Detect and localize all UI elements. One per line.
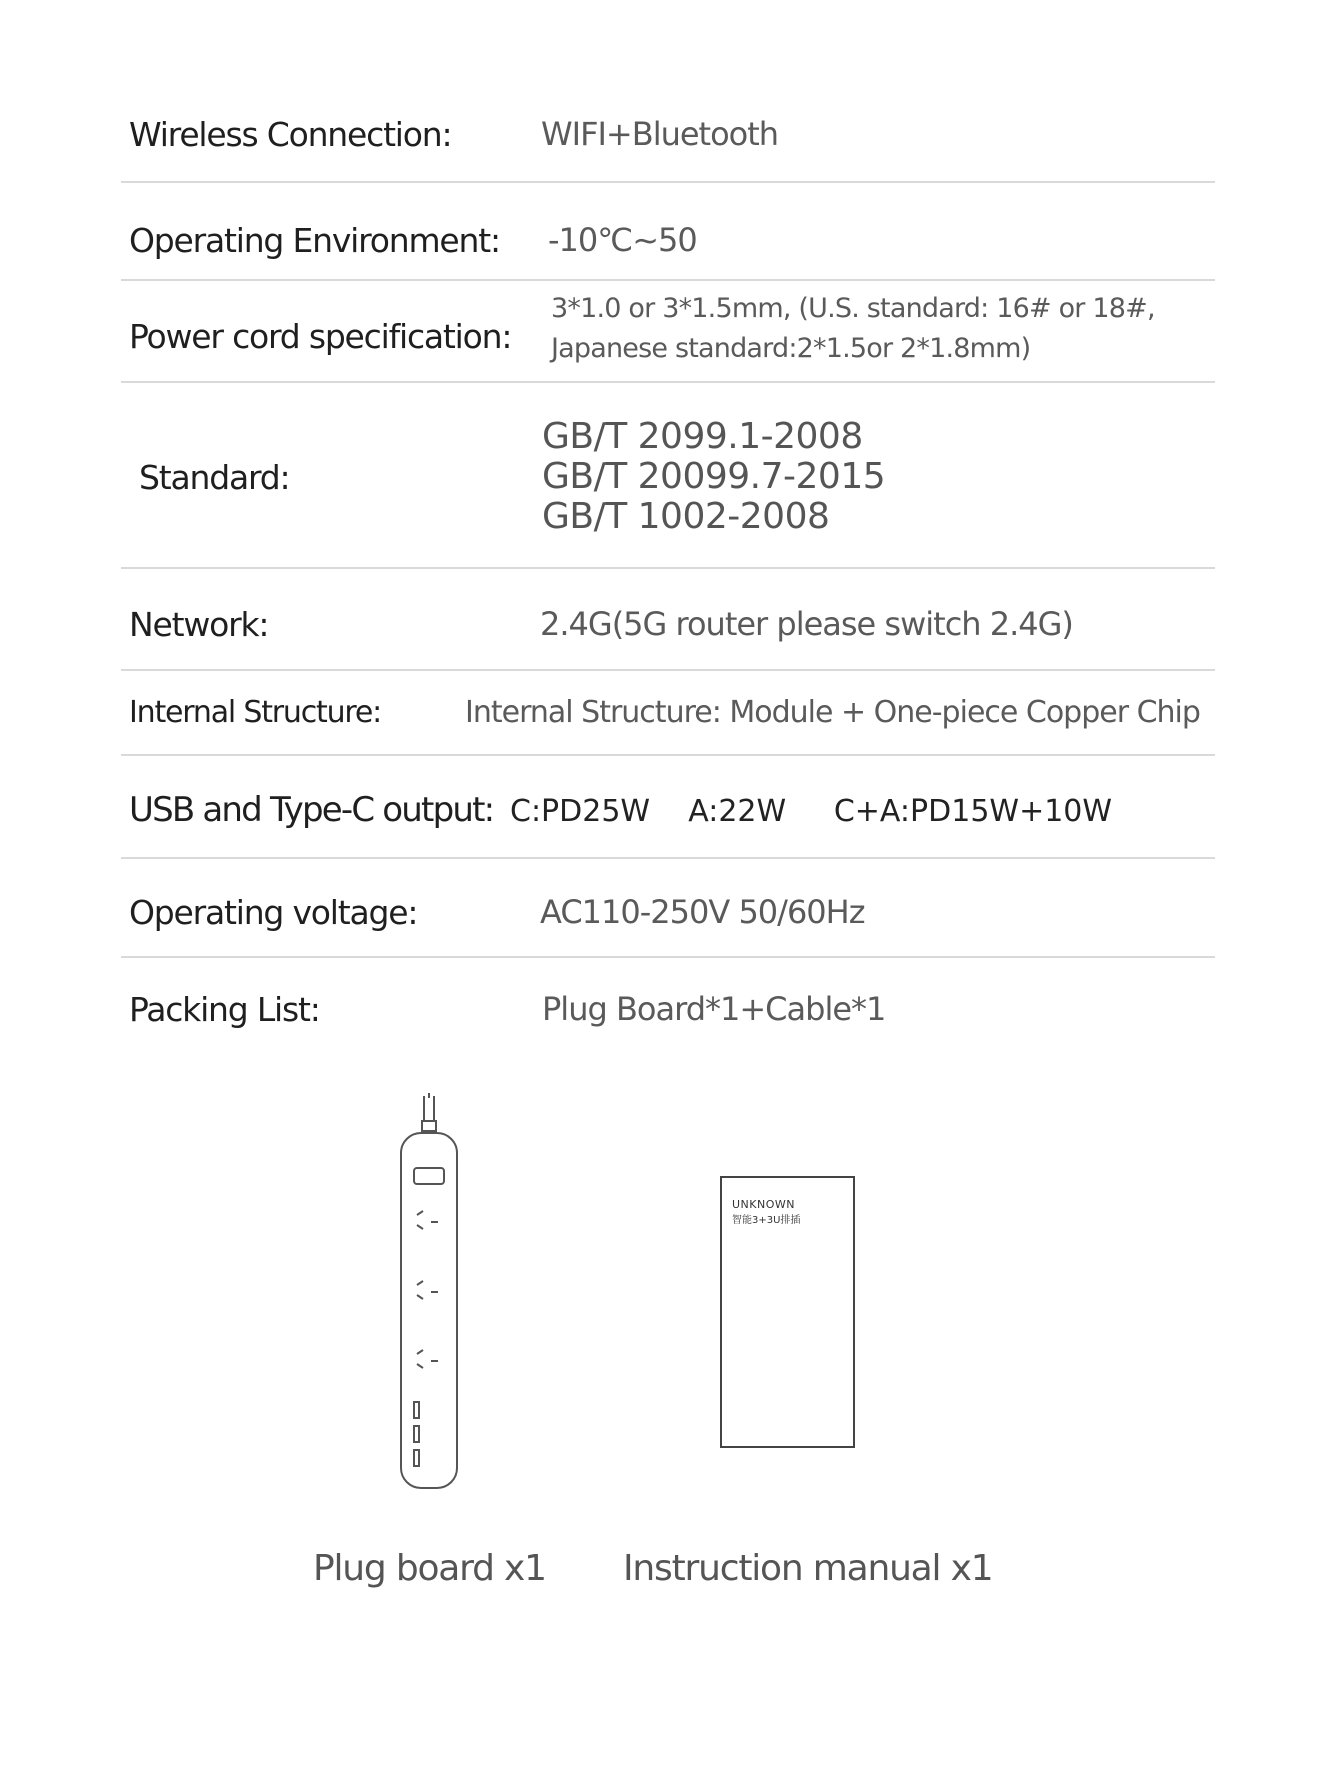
spec-row-voltage (121, 859, 1215, 958)
instruction-manual-illustration (720, 1176, 855, 1448)
instruction-manual-caption: Instruction manual x1 (623, 1548, 993, 1589)
spec-value: -10℃~50 (548, 221, 697, 259)
spec-value: Internal Structure: Module + One-piece Copper Chip (465, 695, 1200, 730)
spec-label: Operating voltage: (129, 893, 418, 932)
spec-value: Plug Board*1+Cable*1 (542, 990, 886, 1028)
standard-item: GB/T 1002-2008 (542, 496, 830, 537)
spec-value: AC110-250V 50/60Hz (540, 893, 865, 931)
spec-row-standard (121, 383, 1215, 569)
spec-row-network (121, 569, 1215, 671)
spec-label: USB and Type-C output: (129, 790, 494, 830)
spec-value: 3*1.0 or 3*1.5mm, (U.S. standard: 16# or 18#, Japanese standard:2*1.5or 2*1.8mm) (551, 293, 1155, 364)
plug-board-caption: Plug board x1 (313, 1548, 546, 1589)
spec-label: Packing List: (129, 990, 320, 1029)
spec-value: WIFI+Bluetooth (541, 115, 779, 153)
spec-value: C:PD25W A:22W C+A:PD15W+10W (510, 794, 1113, 829)
spec-label: Internal Structure: (129, 695, 382, 730)
manual-subtitle-text: 智能3+3U排插 (732, 1215, 801, 1226)
spec-table (121, 75, 1215, 1048)
spec-value: 2.4G(5G router please switch 2.4G) (540, 605, 1073, 643)
spec-label: Operating Environment: (129, 221, 500, 260)
spec-label: Network: (129, 605, 269, 644)
spec-row-internal-structure (121, 671, 1215, 756)
spec-label: Power cord specification: (129, 317, 512, 356)
spec-row-wireless (121, 75, 1215, 183)
spec-row-environment (121, 183, 1215, 281)
spec-row-power-cord (121, 281, 1215, 383)
manual-brand-text: UNKNOWN (732, 1198, 795, 1211)
spec-value-list (542, 417, 885, 537)
spec-row-usb-output (121, 756, 1215, 859)
spec-label: Standard: (139, 458, 290, 497)
standard-item: GB/T 20099.7-2015 (542, 456, 886, 497)
spec-row-packing-list (121, 958, 1215, 1048)
spec-label: Wireless Connection: (129, 115, 452, 154)
standard-item: GB/T 2099.1-2008 (542, 416, 863, 457)
plug-board-illustration (395, 1093, 465, 1493)
